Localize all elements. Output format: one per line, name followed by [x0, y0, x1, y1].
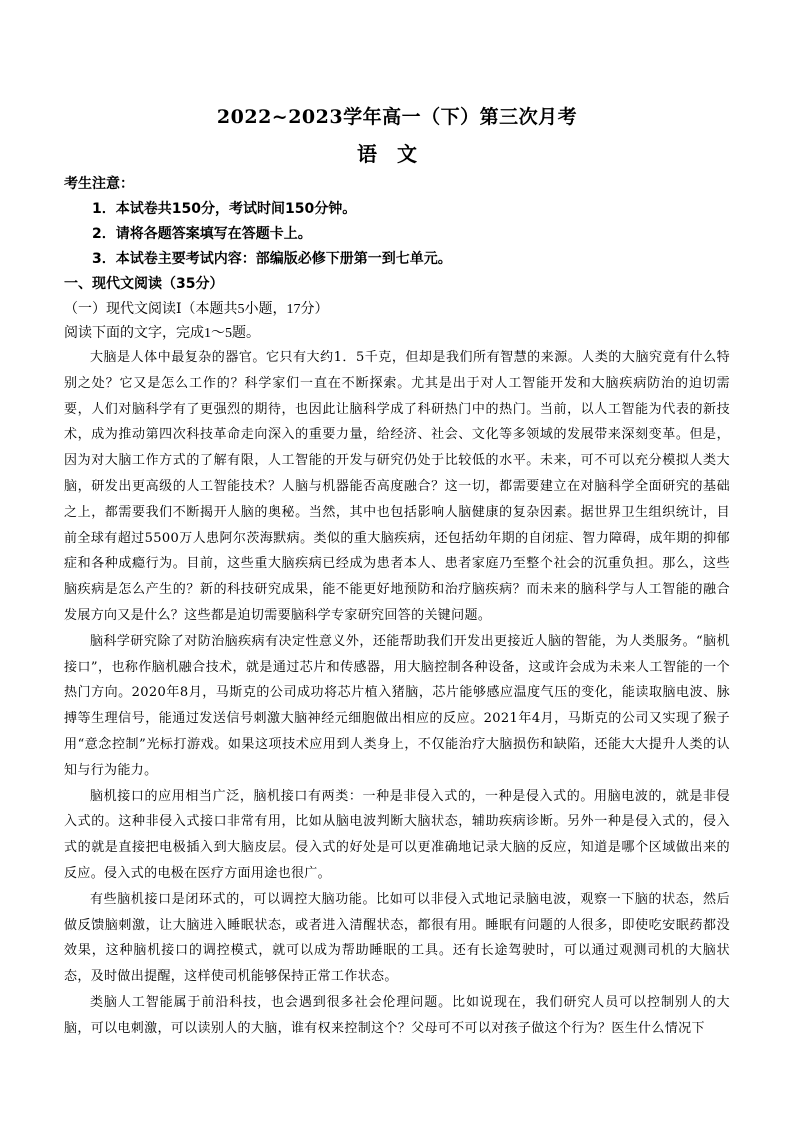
reading-instruction: 阅读下面的文字，完成1～5题。	[64, 326, 260, 341]
notice-heading: 考生注意：	[64, 176, 134, 192]
section-subheading: （一）现代文阅读Ⅰ（本题共5小题，17分）	[64, 302, 329, 317]
reading-passage	[64, 345, 730, 1042]
notice-item: 3．本试卷主要考试内容：部编版必修下册第一到七单元。	[92, 251, 452, 267]
exam-title: 2022~2023学年高一（下）第三次月考	[216, 106, 578, 128]
passage-paragraph: 类脑人工智能属于前沿科技，也会遇到很多社会伦理问题。比如说现在，我们研究人员可以控制别人的大脑，可以电刺激，可以读别人的大脑，谁有权来控制这个？父母可不可以对孩子做这个行为？医生什么情况下	[64, 994, 730, 1036]
passage-paragraph: 脑科学研究除了对防治脑疾病有决定性意义外，还能帮助我们开发出更接近人脑的智能，为人类服务。“脑机接口”，也称作脑机融合技术，就是通过芯片和传感器，用大脑控制各种设备，这或许会成为未来人工智能的一个热门方向。2020年8月，马斯克的公司成功将芯片植入猪脑，芯片能够感应温度气压的变化，能读取脑电波、脉搏等生理信号，能通过发送信号刺激大脑神经元细胞做出相应的反应。2021年4月，马斯克的公司又实现了猴子用“意念控制”光标打游戏。如果这项技术应用到人类身上，不仅能治疗大脑损伤和缺陷，还能大大提升人类的认知与行为能力。	[64, 633, 730, 778]
notice-item: 2．请将各题答案填写在答题卡上。	[92, 226, 312, 242]
passage-paragraph: 脑机接口的应用相当广泛，脑机接口有两类：一种是非侵入式的，一种是侵入式的。用脑电波的，就是非侵入式的。这种非侵入式接口非常有用，比如从脑电波判断大脑状态，辅助疾病诊断。另外一种是侵入式的，侵入式的就是直接把电极插入到大脑皮层。侵入式的好处是可以更准确地记录大脑的反应，知道是哪个区域做出来的反应。侵入式的电极在医疗方面用途也很广。	[64, 788, 730, 881]
section-heading: 一、现代文阅读（35分）	[64, 276, 224, 292]
passage-paragraph: 大脑是人体中最复杂的器官。它只有大约1．5千克，但却是我们所有智慧的来源。人类的大脑究竟有什么特别之处？它又是怎么工作的？科学家们一直在不断探索。尤其是出于对人工智能开发和大脑疾病防治的迫切需要，人们对脑科学有了更强烈的期待，也因此让脑科学成了科研热门中的热门。当前，以人工智能为代表的新技术，成为推动第四次科技革命走向深入的重要力量，给经济、社会、文化等多领域的发展带来深刻变革。但是，因为对大脑工作方式的了解有限，人工智能的开发与研究仍处于比较低的水平。未来，可不可以充分模拟人类大脑，研发出更高级的人工智能技术？人脑与机器能否高度融合？这一切，都需要建立在对脑科学全面研究的基础之上，都需要我们不断揭开人脑的奥秘。当然，其中也包括影响人脑健康的复杂因素。据世界卫生组织统计，目前全球有超过5500万人患阿尔茨海默病。类似的重大脑疾病，还包括幼年期的自闭症、智力障碍，成年期的抑郁症和各种成瘾行为。目前，这些重大脑疾病已经成为患者本人、患者家庭乃至整个社会的沉重负担。那么，这些脑疾病是怎么产生的？新的科技研究成果，能不能更好地预防和治疗脑疾病？而未来的脑科学与人工智能的融合发展方向又是什么？这些都是迫切需要脑科学专家研究回答的关键问题。	[64, 350, 730, 623]
subject-title: 语文	[357, 142, 437, 166]
passage-paragraph: 有些脑机接口是闭环式的，可以调控大脑功能。比如可以非侵入式地记录脑电波，观察一下脑的状态，然后做反馈脑刺激，让大脑进入睡眠状态，或者进入清醒状态，都很有用。睡眠有问题的人很多，即使吃安眠药都没效果，这种脑机接口的调控模式，就可以成为帮助睡眠的工具。还有长途驾驶时，可以通过观测司机的大脑状态，及时做出提醒，这样使司机能够保持正常工作状态。	[64, 891, 730, 985]
notice-item: 1．本试卷共150分，考试时间150分钟。	[92, 201, 357, 217]
notice-list	[92, 197, 452, 272]
